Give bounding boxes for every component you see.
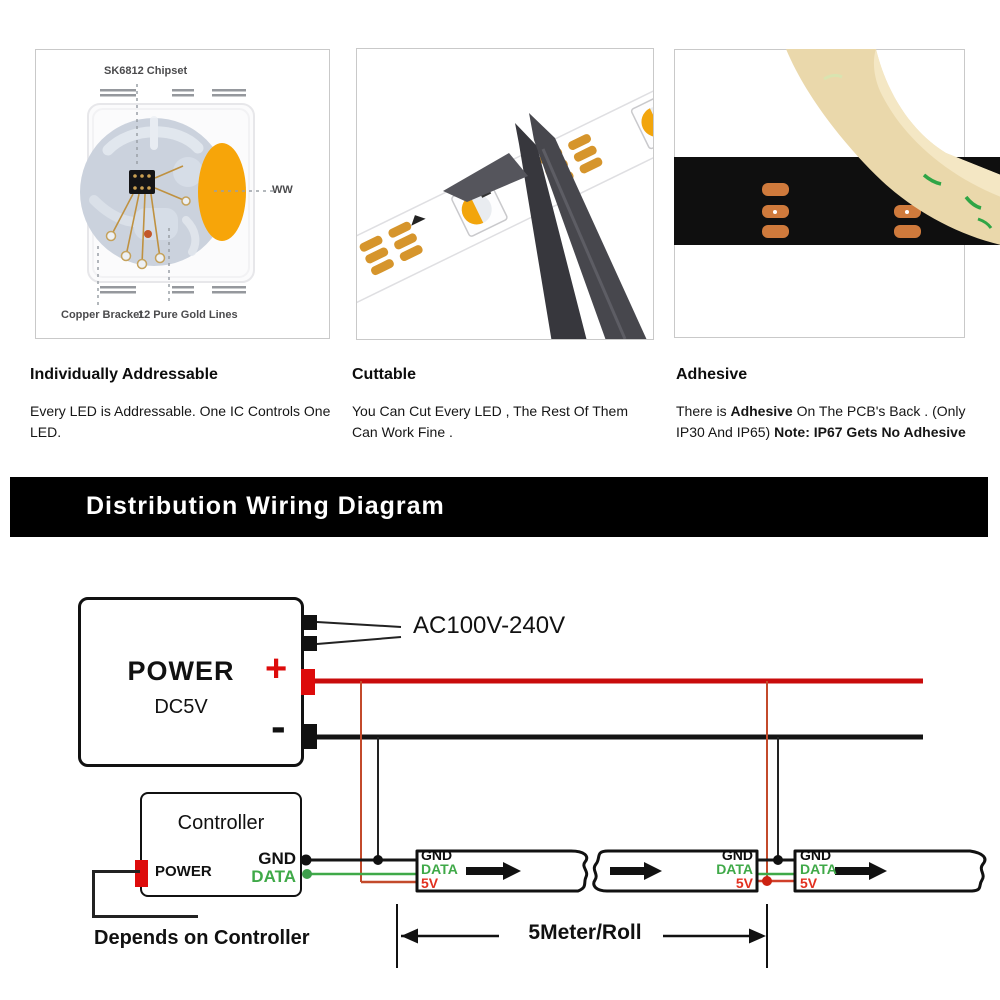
plus-terminal <box>301 669 315 695</box>
strip3-data-label: DATA <box>800 861 837 877</box>
controller-gnd-label: GND <box>258 849 296 868</box>
banner-title: Distribution Wiring Diagram <box>86 492 445 520</box>
strip1-5v-label: 5V <box>421 875 439 891</box>
strip2-gnd-label: GND <box>721 847 753 863</box>
power-stub-wire <box>92 870 140 873</box>
power-box-title: POWER <box>127 656 235 686</box>
strip3-5v-label: 5V <box>800 875 818 891</box>
ac-terminal <box>302 636 317 651</box>
controller-power-terminal <box>135 860 148 887</box>
adhesive-panel <box>674 49 965 338</box>
adhesive-illustration <box>674 49 1000 336</box>
strip1-gnd-label: GND <box>421 847 453 863</box>
ww-phosphor <box>198 143 246 241</box>
gold-lines-label: 12 Pure Gold Lines <box>138 309 238 321</box>
minus-terminal <box>302 724 317 749</box>
depends-note: Depends on Controller <box>94 927 310 949</box>
ac-input-label: AC100V-240V <box>413 612 566 639</box>
strip1-data-label: DATA <box>421 861 458 877</box>
ac-terminal <box>302 615 317 630</box>
cuttable-panel <box>356 48 654 340</box>
feature-body-addressable: Every LED is Addressable. One IC Controls One LED. <box>30 403 331 440</box>
controller-data-label: DATA <box>251 867 296 886</box>
cutting-illustration <box>357 49 653 339</box>
feature-body-cuttable: You Can Cut Every LED , The Rest Of Them Can Work Fine . <box>352 403 628 440</box>
ic-chip <box>129 170 155 194</box>
strip3-gnd-label: GND <box>800 847 832 863</box>
feature-body-adhesive: There is Adhesive On The PCB's Back . (Only IP30 And IP65) Note: IP67 Gets No Adhesive <box>676 403 966 440</box>
controller-title: Controller <box>177 812 265 834</box>
plus-terminal-label: + <box>265 648 288 690</box>
copper-bracket-label: Copper Bracket <box>61 309 143 321</box>
power-supply-box <box>78 597 304 767</box>
feature-title-adhesive: Adhesive <box>676 366 748 383</box>
feature-title-cuttable: Cuttable <box>352 366 416 383</box>
strip2-data-label: DATA <box>716 861 753 877</box>
power-stub-wire <box>92 915 198 918</box>
section-banner <box>10 477 988 537</box>
ww-label: WW <box>272 184 293 196</box>
roll-length-label: 5Meter/Roll <box>528 921 642 944</box>
strip2-5v-label: 5V <box>735 875 753 891</box>
controller-power-label: POWER <box>155 863 212 880</box>
minus-terminal-label: - <box>271 702 286 751</box>
power-box-voltage: DC5V <box>154 696 208 718</box>
chipset-label: SK6812 Chipset <box>104 65 188 77</box>
power-stub-wire <box>92 870 95 917</box>
feature-title-addressable: Individually Addressable <box>30 366 218 383</box>
